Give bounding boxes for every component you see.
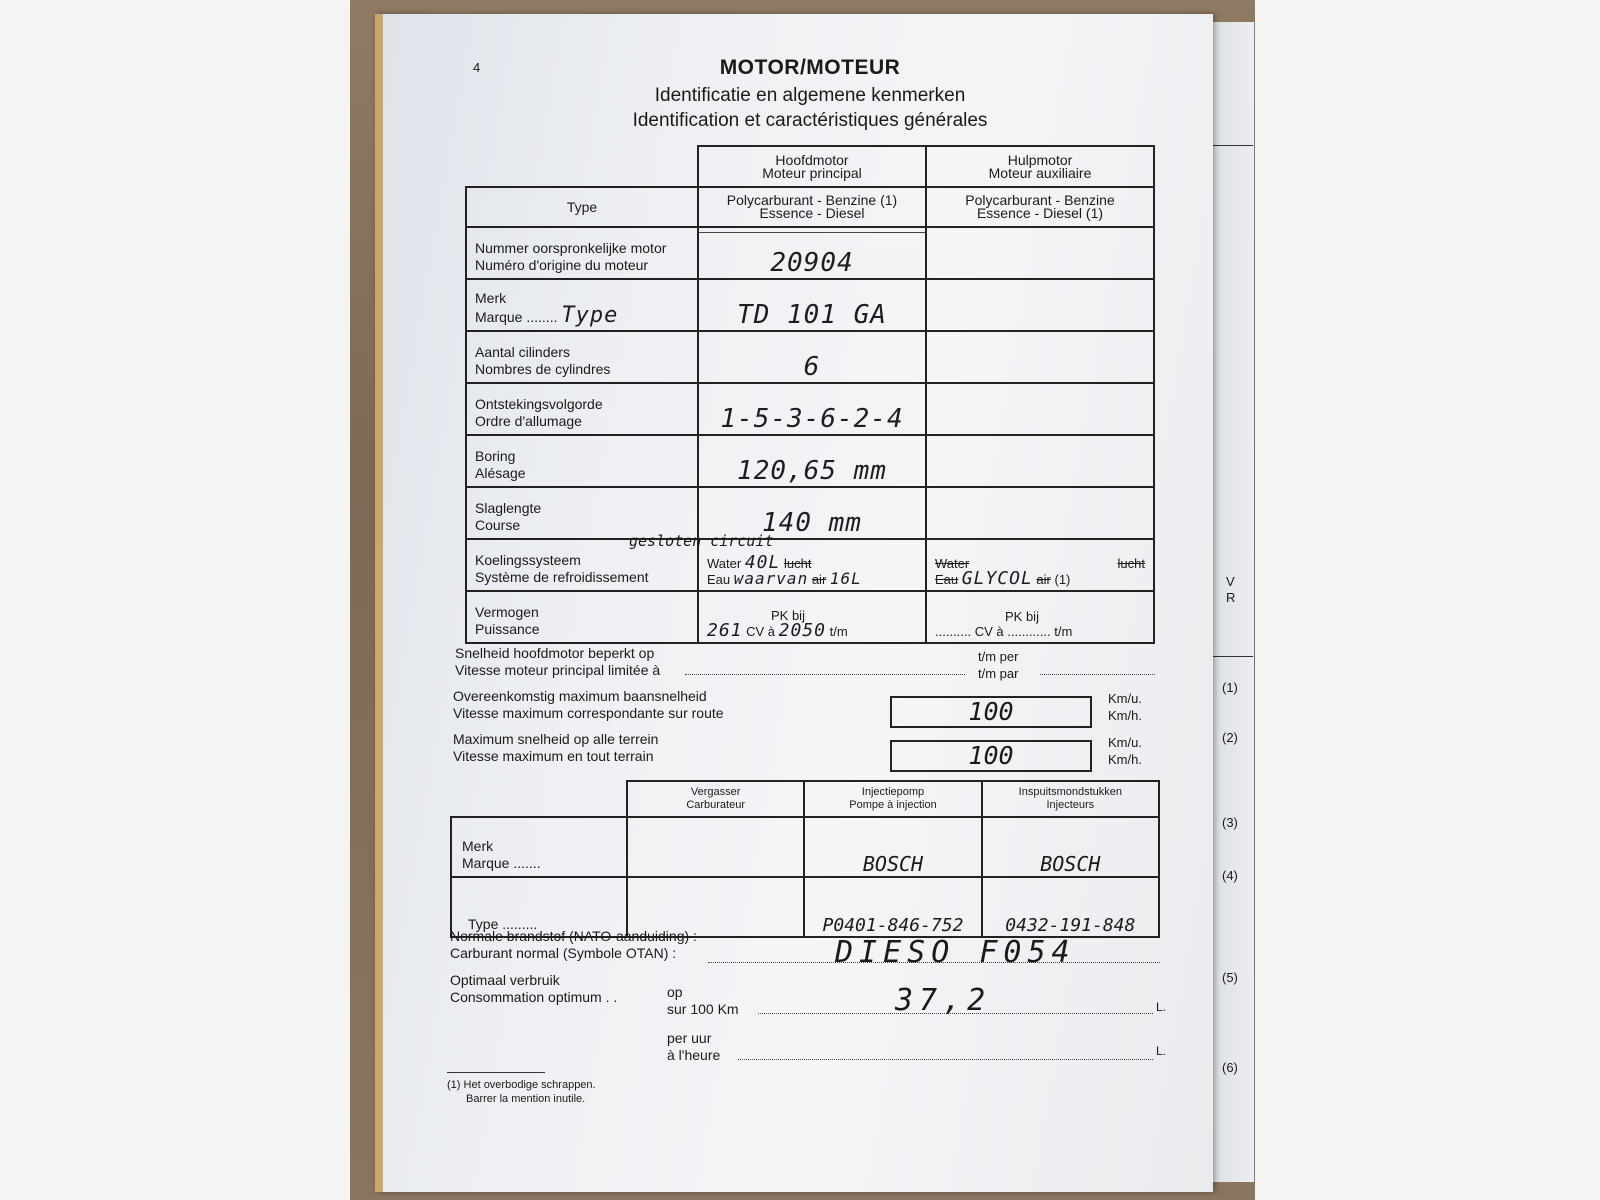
label-nl: Vermogen (475, 604, 539, 620)
label-nl: Nummer oorspronkelijke motor (475, 240, 667, 256)
page-title: MOTOR/MOTEUR (719, 56, 901, 79)
per-hour-label (667, 1030, 720, 1064)
label-fr: Alésage (475, 465, 526, 481)
fuel-line-2: Essence - Diesel (976, 205, 1083, 221)
row-label (466, 331, 698, 383)
header-fr: Carburateur (686, 799, 746, 811)
right-page-mark: (4) (1222, 868, 1238, 883)
table-row (466, 539, 1154, 591)
label-fr: Carburant normal (Symbole OTAN) : (450, 945, 677, 961)
right-page-mark: (5) (1222, 970, 1238, 985)
aux-cell (926, 279, 1154, 331)
injectors-header (982, 781, 1159, 817)
aux-cell (926, 227, 1154, 279)
type-header: Type (466, 187, 698, 227)
consumption-hour-field (738, 1059, 1153, 1060)
row-label: Merk Marque ....... (451, 817, 627, 877)
cooling-footnote-mark: (1) (1054, 572, 1071, 587)
fuel-note: (1) (880, 192, 898, 208)
label-fr: Marque (462, 855, 510, 871)
power-hp-value: 261 (707, 620, 743, 641)
unit-nl: t/m per (978, 649, 1019, 664)
label-nl: Normale brandstof (NATO-aanduiding) : (450, 928, 697, 944)
engine-spec-table (465, 145, 1155, 644)
aux-fuel-type (926, 187, 1154, 227)
aux-cell (926, 331, 1154, 383)
main-engine-header-nl: Hoofdmotor (775, 151, 849, 168)
unit-fr: t/m par (978, 666, 1019, 681)
label-fr: Puissance (475, 621, 540, 637)
label-fr: Course (475, 517, 521, 533)
right-page-mark: (3) (1222, 815, 1238, 830)
table-row (466, 383, 1154, 435)
main-fuel-type (698, 187, 926, 227)
power-aux-cell: PK bij .......... CV à ............ t/m (926, 591, 1154, 643)
air-struck: air (1036, 572, 1051, 587)
row-label (466, 383, 698, 435)
fuel-line-1: Polycarburant - Benzine (726, 192, 877, 208)
road-speed-label (453, 688, 724, 722)
page-number: 4 (473, 60, 481, 75)
label-fr: Ordre d'allumage (475, 413, 582, 429)
pump-brand-cell (804, 817, 981, 877)
aux-cell (926, 435, 1154, 487)
label-fr: Système de refroidissement (475, 569, 649, 585)
header-nl: Vergasser (690, 786, 741, 798)
brand-cell (698, 279, 926, 331)
footnote-mark: (1) (447, 1079, 461, 1091)
right-page-mark: (2) (1222, 730, 1238, 745)
label-fr: Vitesse moteur principal limitée à (455, 662, 661, 678)
label-nl: Merk (462, 838, 494, 854)
main-engine-header-fr: Moteur principal (762, 164, 862, 181)
label-fr: Vitesse maximum en tout terrain (453, 748, 654, 764)
aux-cell (926, 487, 1154, 539)
firing-order-cell (698, 383, 926, 435)
consumption-label: Optimaal verbruik Consommation optimum . . (450, 972, 618, 1005)
cv-a-label: CV à (746, 624, 776, 639)
unit-fr: Km/h. (1108, 752, 1142, 767)
table-row (466, 591, 1154, 643)
unit-nl: Km/u. (1108, 735, 1142, 750)
consumption-value: 37,2 (895, 983, 992, 1018)
empty-corner (451, 781, 627, 817)
footnote-fr: Barrer la mention inutile. (466, 1093, 586, 1105)
label-nl: Overeenkomstig maximum baansnelheid (453, 688, 707, 704)
right-page-mark: (6) (1222, 1060, 1238, 1075)
table-row (466, 435, 1154, 487)
injector-brand-cell (982, 817, 1159, 877)
terrain-speed-unit (1108, 734, 1142, 768)
bore-cell (698, 435, 926, 487)
speed-limit-unit (978, 648, 1018, 682)
pump-type-value: P0401-846-752 (822, 915, 964, 936)
main-engine-header (698, 146, 926, 187)
header-nl: Injectiepomp (861, 786, 925, 798)
carburetor-brand-cell (627, 817, 804, 877)
page-subtitle-nl: Identificatie en algemene kenmerken (654, 85, 966, 106)
cooling-note-handwritten: gesloten circuit (629, 532, 774, 550)
water-struck: Water (935, 556, 970, 571)
fuel-note: (1) (1085, 205, 1104, 221)
label-fr: Numéro d'origine du moteur (475, 257, 649, 273)
air-struck: air (811, 572, 827, 587)
aux-cell (926, 383, 1154, 435)
litre-unit: L. (1156, 1044, 1167, 1058)
table-row (466, 227, 1154, 279)
fuel-label (450, 928, 697, 962)
per-100km-label (667, 984, 739, 1018)
label-fr: Nombres de cylindres (475, 361, 611, 377)
row-label: Merk Marque ........ Type (466, 279, 698, 331)
label-fr: Marque (475, 309, 523, 325)
engine-number-value: 20904 (707, 248, 917, 278)
row-label: Type ......... (451, 877, 627, 937)
rpm-unit: t/m (1054, 624, 1073, 639)
lucht-struck: lucht (1117, 556, 1145, 571)
engine-number-cell (698, 227, 926, 279)
label-nl: Maximum snelheid op alle terrein (453, 731, 659, 747)
op-label: op (667, 984, 683, 1000)
stroke-value: 140 mm (762, 508, 862, 538)
unit-nl: Km/u. (1108, 691, 1142, 706)
cooling-handwritten: waarvan (733, 569, 809, 588)
right-page-mark: (1) (1222, 680, 1238, 695)
cooling-aux-cell (926, 539, 1154, 591)
label-nl: Optimaal verbruik (450, 972, 560, 988)
table-row (466, 487, 1154, 539)
carburetor-header (627, 781, 804, 817)
cv-a-label: CV à (974, 624, 1004, 639)
footnote-separator (447, 1072, 545, 1073)
speed-limit-per-field (1040, 674, 1155, 675)
table-row (466, 331, 1154, 383)
lucht-struck: lucht (783, 556, 812, 571)
table-row (466, 279, 1154, 331)
eau-struck: Eau (935, 572, 959, 587)
cooling-main-cell (629, 532, 926, 591)
injector-type-cell (982, 877, 1159, 937)
row-label (466, 591, 698, 643)
terrain-speed-label (453, 731, 658, 765)
brand-value: TD 101 GA (737, 300, 887, 330)
bore-value: 120,65 mm (737, 456, 887, 486)
water-label: Water (707, 556, 742, 571)
road-speed-box: 100 (890, 696, 1092, 728)
pk-bij-label: PK bij (1005, 609, 1039, 624)
page-subtitle-fr: Identification et caractéristiques générales (632, 110, 988, 131)
firing-order-value: 1-5-3-6-2-4 (720, 404, 904, 434)
type-prefix-handwritten: Type (561, 303, 619, 328)
table-row (451, 817, 1159, 877)
power-rpm-value: 2050 (778, 620, 827, 641)
label-nl: Koelingssysteem (475, 552, 581, 568)
label-fr: Vitesse maximum correspondante sur route (453, 705, 724, 721)
fuel-value: DIESO F054 (835, 935, 1076, 970)
footnote (447, 1078, 596, 1106)
empty-corner (466, 146, 698, 187)
label-nl: Aantal cilinders (475, 344, 570, 360)
cylinders-value: 6 (803, 352, 821, 382)
eau-label: Eau (707, 572, 731, 587)
injection-pump-header (804, 781, 981, 817)
speed-limit-rpm-field (685, 674, 965, 675)
water-volume: 40L (744, 552, 781, 573)
aux-engine-header-nl: Hulpmotor (1007, 151, 1073, 168)
terrain-speed-box: 100 (890, 740, 1092, 772)
injection-table (450, 780, 1160, 938)
fuel-line-2: Essence - Diesel (759, 205, 865, 221)
road-speed-unit (1108, 690, 1142, 724)
aux-engine-header-fr: Moteur auxiliaire (988, 164, 1092, 181)
row-label (466, 227, 698, 279)
footnote-nl: Het overbodige schrappen. (463, 1079, 596, 1091)
header-nl: Inspuitsmondstukken (1018, 786, 1122, 798)
pump-type-cell (804, 877, 981, 937)
right-page-letter: R (1226, 590, 1236, 605)
row-label (466, 435, 698, 487)
right-page-letter: V (1226, 574, 1235, 589)
label-nl: Slaglengte (475, 500, 542, 516)
unit-fr: Km/h. (1108, 708, 1142, 723)
pump-brand-value: BOSCH (862, 852, 924, 876)
label-fr: Consommation optimum (450, 989, 602, 1005)
label-nl: Ontstekingsvolgorde (475, 396, 603, 412)
per-uur-label: per uur (667, 1030, 712, 1046)
power-main-cell (698, 591, 926, 643)
fuel-line-1: Polycarburant - Benzine (965, 192, 1115, 208)
litre-unit: L. (1156, 1000, 1167, 1014)
header-fr: Pompe à injection (849, 799, 937, 811)
sur100-label: sur 100 Km (667, 1001, 739, 1017)
injector-type-value: 0432-191-848 (1005, 915, 1136, 936)
rpm-unit: t/m (829, 624, 848, 639)
cylinders-cell (698, 331, 926, 383)
pk-bij-label: PK bij (771, 608, 805, 623)
label-nl: Snelheid hoofdmotor beperkt op (455, 645, 655, 661)
speed-limit-label (455, 645, 660, 679)
label-nl: Merk (475, 290, 507, 306)
a-lheure-label: à l'heure (667, 1047, 721, 1063)
injector-brand-value: BOSCH (1040, 852, 1101, 876)
aux-engine-header (926, 146, 1154, 187)
label-nl: Boring (475, 448, 516, 464)
cooling-air-volume: 16L (829, 569, 862, 588)
header-fr: Injecteurs (1046, 799, 1095, 811)
label-type: Type (468, 916, 499, 932)
coolant-handwritten: GLYCOL (961, 568, 1033, 589)
